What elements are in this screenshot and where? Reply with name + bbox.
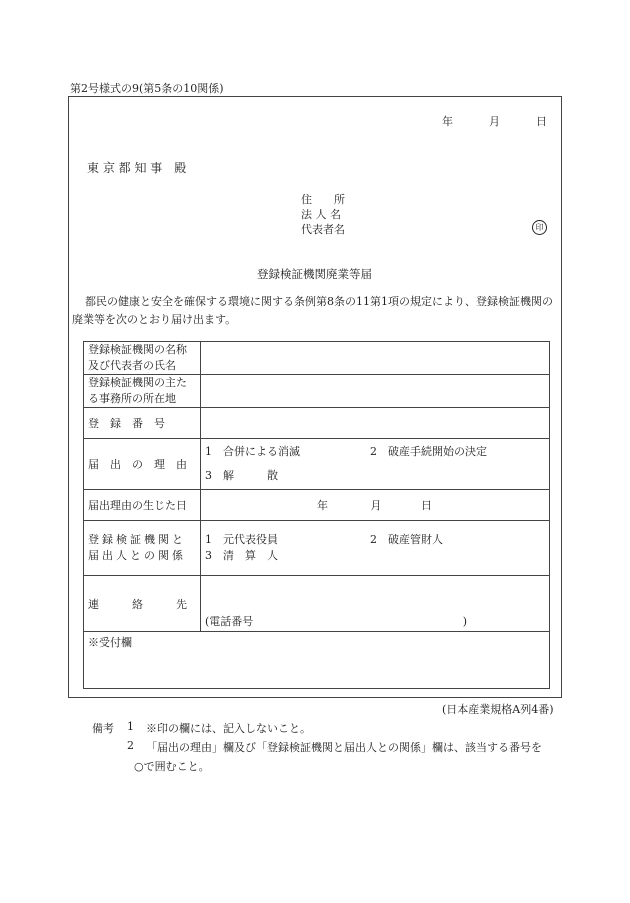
contact-input-cell[interactable]	[201, 576, 550, 632]
seal-mark	[532, 220, 547, 235]
date-year-label: 年	[442, 115, 453, 128]
addressee: 東 京 都 知 事 殿	[87, 161, 187, 175]
reason-label-cell	[84, 439, 201, 490]
table-row	[84, 408, 550, 439]
office-address-label-b: る事務所の所在地	[88, 392, 176, 405]
representative-label: 代表者名	[301, 223, 345, 236]
paper-size-note: (日本産業規格A列4番)	[442, 703, 554, 716]
reason-date-input-cell[interactable]	[201, 490, 550, 521]
reason-option-1[interactable]: 1 合併による消滅	[205, 445, 300, 458]
table-row	[84, 439, 550, 490]
table-row	[84, 342, 550, 375]
org-name-label-a: 登録検証機関の名称	[88, 343, 187, 356]
date-day-label: 日	[536, 115, 547, 128]
phone-close: )	[462, 615, 468, 628]
registration-number-label-cell	[84, 408, 201, 439]
org-name-input-cell[interactable]	[201, 342, 550, 375]
form-table	[83, 341, 550, 689]
org-name-label-b: 及び代表者の氏名	[88, 359, 176, 372]
phone-open: (電話番号	[205, 615, 254, 628]
reason-option-3[interactable]: 3 解 散	[205, 469, 278, 482]
remark-2-number: 2	[127, 739, 134, 752]
reason-date-month: 月	[370, 499, 382, 512]
document-title: 登録検証機関廃業等届	[257, 267, 372, 281]
remark-2-text-a: 「届出の理由」欄及び「登録検証機関と届出人との関係」欄は、該当する番号を	[146, 741, 542, 754]
reason-date-label-cell	[84, 490, 201, 521]
office-address-label-a: 登録検証機関の主た	[88, 376, 187, 389]
reason-options-cell[interactable]	[201, 439, 550, 490]
contact-label-cell	[84, 576, 201, 632]
corp-name-label: 法 人 名	[301, 208, 341, 221]
remarks-heading: 備考	[92, 722, 114, 735]
body-text: 都民の健康と安全を確保する環境に関する条例第8条の11第1項の規定により、登録検証機関の廃業等を次のとおり届け出ます。	[72, 295, 553, 326]
contact-label: 連 絡 先	[88, 597, 187, 611]
remark-1-number: 1	[127, 720, 134, 733]
remark-1-text: ※印の欄には、記入しないこと。	[146, 722, 311, 735]
table-row	[84, 375, 550, 408]
date-month-label: 月	[489, 115, 500, 128]
reason-option-2[interactable]: 2 破産手続開始の決定	[370, 445, 487, 458]
remark-2-text-b: ○で囲むこと。	[134, 760, 210, 773]
table-row	[84, 576, 550, 632]
table-row	[84, 490, 550, 521]
address-label: 住 所	[301, 193, 345, 206]
registration-number-label: 登 録 番 号	[88, 417, 165, 430]
relationship-option-3[interactable]: 3 清 算 人	[205, 549, 278, 562]
relationship-label-a: 登録検証機関と	[88, 533, 186, 546]
relationship-label-b: 届出人との関係	[88, 549, 186, 562]
reason-date-year: 年	[317, 499, 328, 512]
relationship-option-2[interactable]: 2 破産管財人	[370, 533, 443, 546]
receipt-label: ※受付欄	[88, 636, 132, 649]
form-code: 第2号様式の9(第5条の10関係)	[70, 82, 224, 95]
relationship-options-cell[interactable]	[201, 521, 550, 576]
relationship-label-cell	[84, 521, 201, 576]
reason-date-label: 届出理由の生じた日	[88, 499, 187, 512]
office-address-label-cell	[84, 375, 201, 408]
reason-date-day: 日	[421, 499, 432, 512]
reason-label: 届 出 の 理 由	[88, 458, 187, 471]
table-row	[84, 632, 550, 689]
receipt-cell	[84, 632, 550, 689]
seal-icon: 印	[532, 220, 547, 235]
table-row	[84, 521, 550, 576]
office-address-input-cell[interactable]	[201, 375, 550, 408]
registration-number-input-cell[interactable]	[201, 408, 550, 439]
relationship-option-1[interactable]: 1 元代表役員	[205, 533, 278, 546]
org-name-label-cell	[84, 342, 201, 375]
